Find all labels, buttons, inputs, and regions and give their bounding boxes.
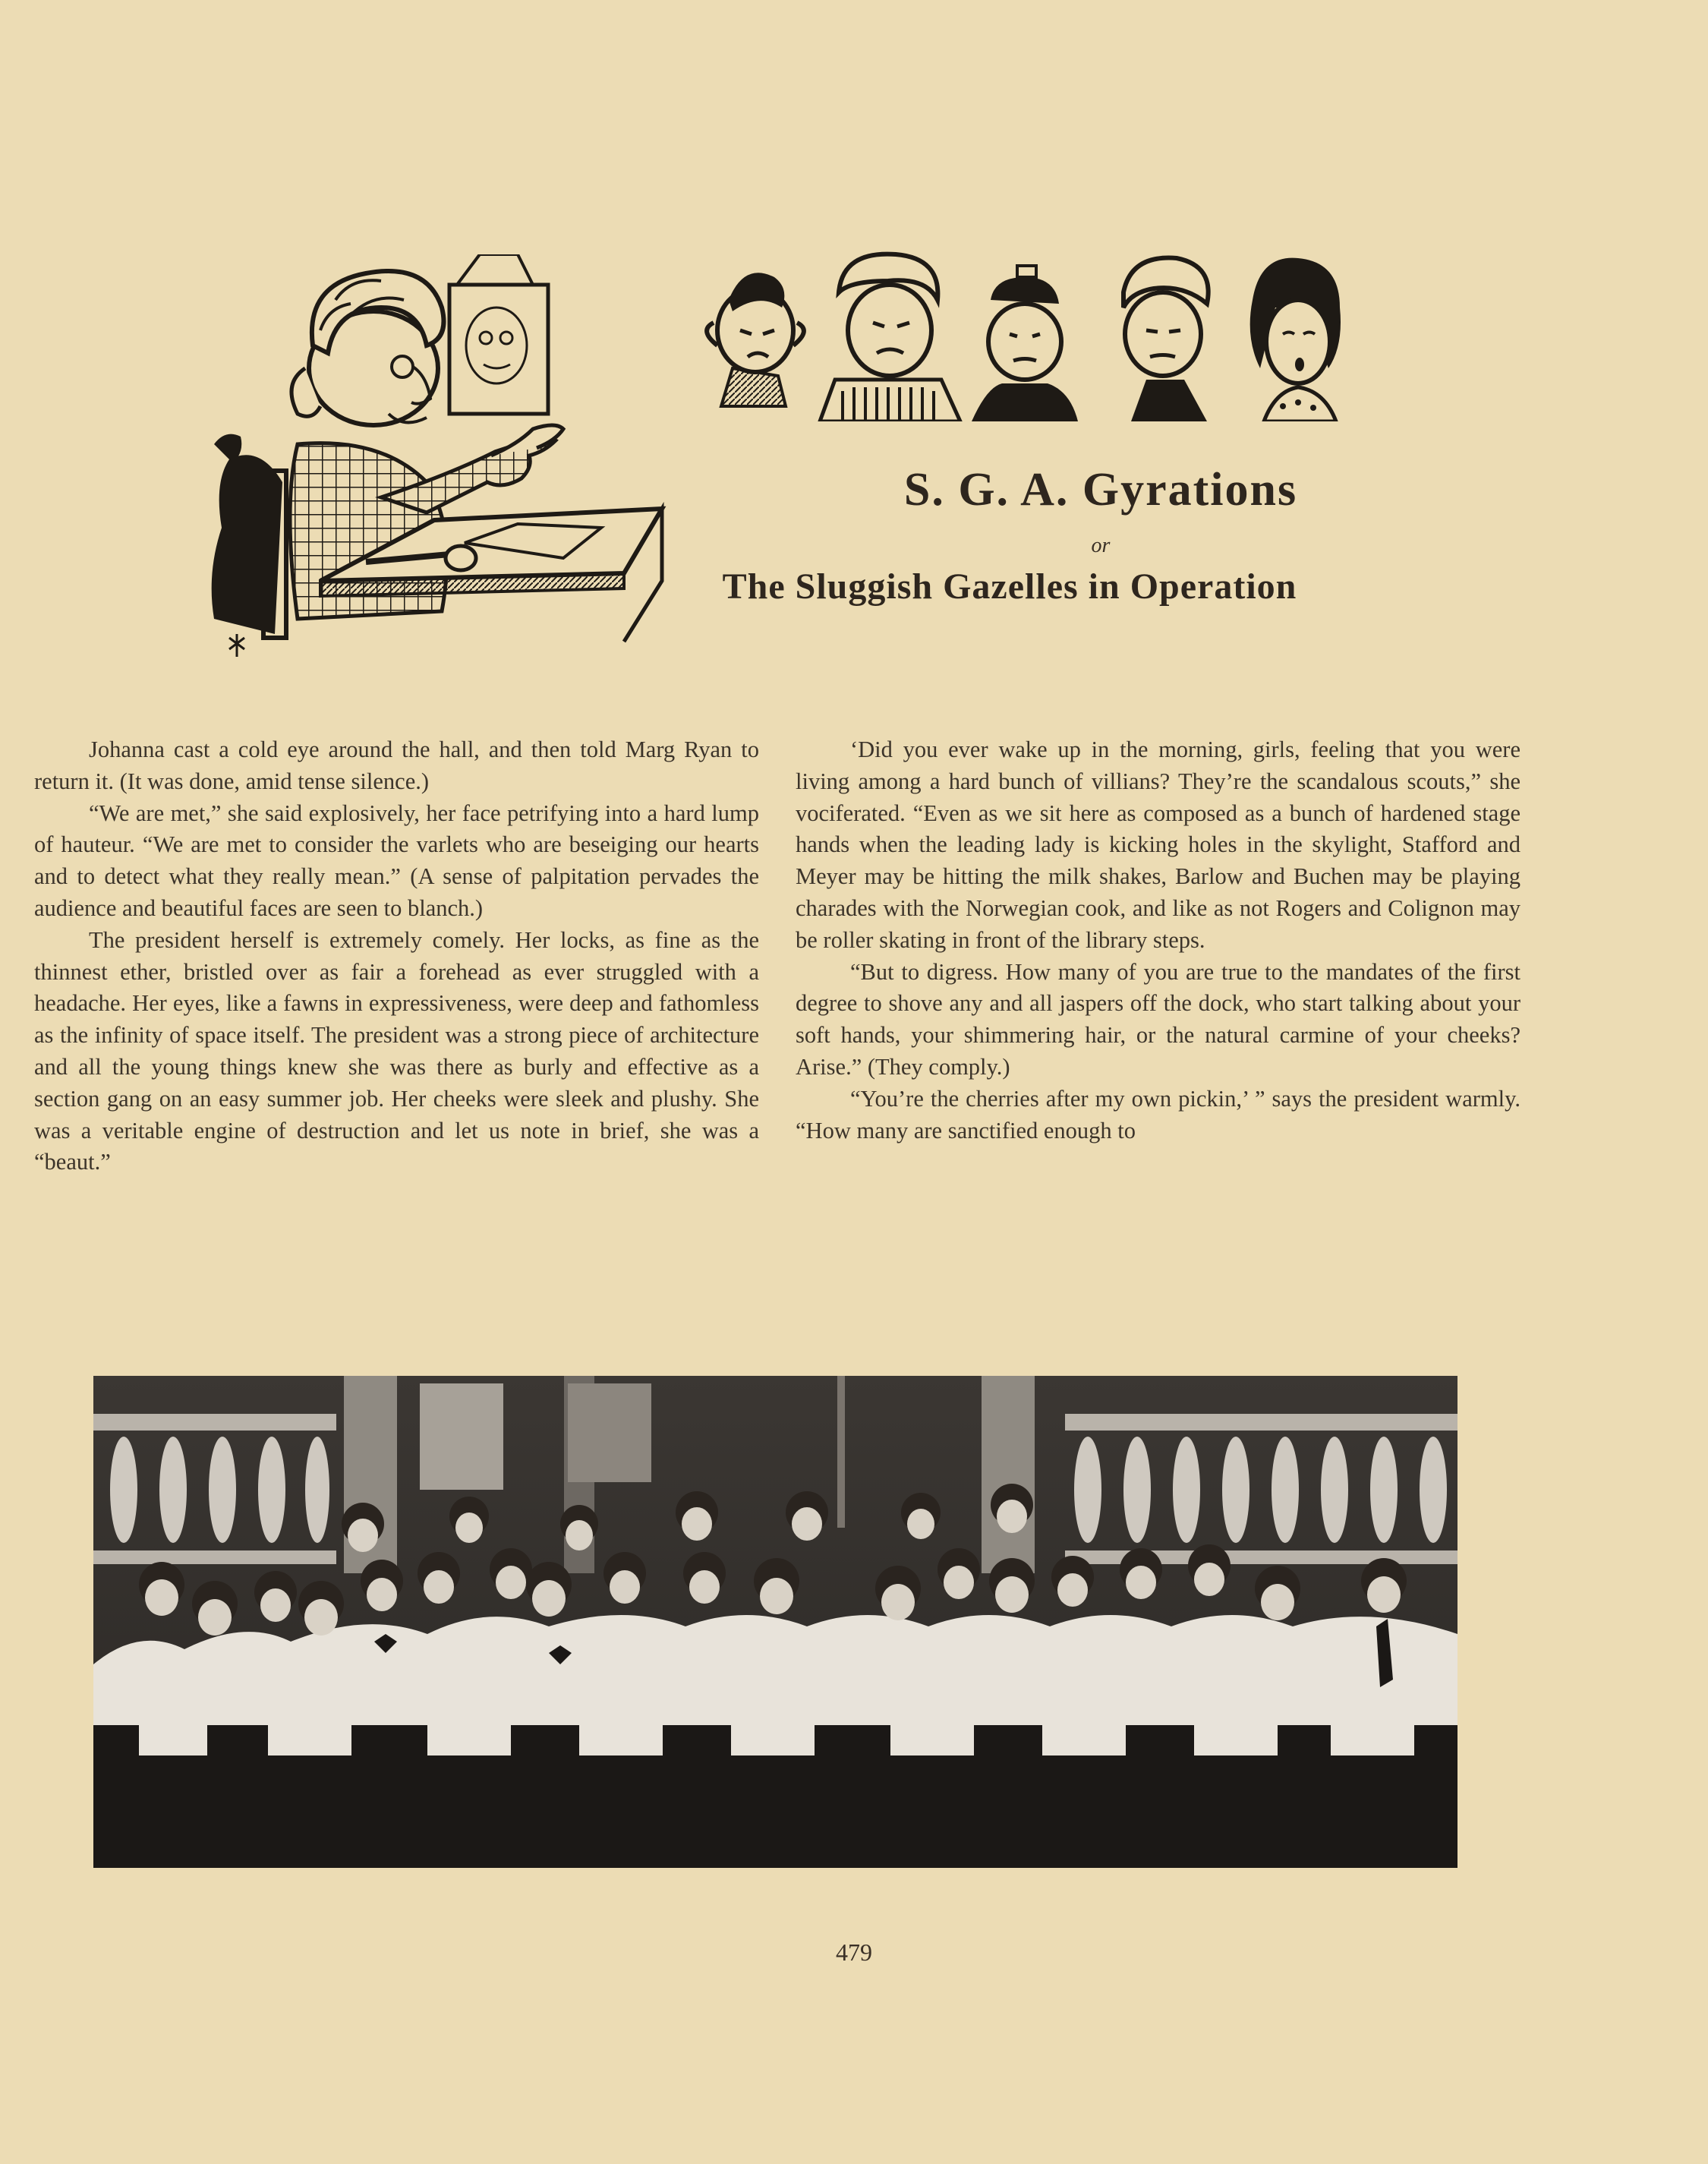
left-text-column xyxy=(34,734,759,1178)
article-title: S. G. A. Gyrations xyxy=(903,464,1298,516)
article-subtitle: The Sluggish Gazelles in Operation xyxy=(722,566,1297,607)
paragraph: ‘Did you ever wake up in the morning, girls, feeling that you were living among a hard bunch of villians? They’re the scandalous scouts,” she vociferated. “Even as we sit here as composed as a bunch of hardened stage hands when the leading lady is kicking holes in the skylight, Stafford and Meyer may be hitting the milk shakes, Barlow and Buchen may be playing charades with the Norwegian cook, and like as not Rogers and Colignon may be roller skating in front of the library steps. xyxy=(796,737,1520,953)
caricature-heads-illustration xyxy=(698,247,1366,421)
paragraph: “But to digress. How many of you are true to the mandates of the first degree to shove any and all jaspers off the dock, who start talking about your soft hands, your shimmering hair, or the natural carmine of your cheeks? Arise.” (They comply.) xyxy=(796,958,1520,1080)
title-connector: or xyxy=(1091,534,1111,557)
group-photograph xyxy=(93,1376,1457,1868)
title-block xyxy=(668,463,1503,607)
page-number: 479 xyxy=(836,1938,872,1966)
paragraph: “You’re the cherries after my own pickin,’ ” says the president warmly. “How many are sanctified enough to xyxy=(796,1085,1520,1144)
paragraph: Johanna cast a cold eye around the hall, and then told Marg Ryan to return it. (It was done, amid tense silence.) xyxy=(34,737,759,794)
right-text-column xyxy=(796,734,1520,1147)
paragraph: “We are met,” she said explosively, her face petrifying into a hard lump of hauteur. “We are met to consider the varlets who are beseiging our hearts and to detect what they really mean.” (A sense of palpitation pervades the audience and beautiful faces are seen to blanch.) xyxy=(34,800,759,921)
president-cartoon-illustration xyxy=(199,254,670,664)
paragraph: The president herself is extremely comely. Her locks, as fine as the thinnest ether, bristled over as fair a forehead as ever struggled with a headache. Her eyes, like a fawns in expressiveness, were deep and fathomless as the infinity of space itself. The president was a strong piece of architecture and all the young things knew she was there as burly and effective as a section gang on an easy summer job. Her cheeks were sleek and plushy. She was a veritable engine of destruction and let us note in brief, she was a “beaut.” xyxy=(34,926,759,1175)
